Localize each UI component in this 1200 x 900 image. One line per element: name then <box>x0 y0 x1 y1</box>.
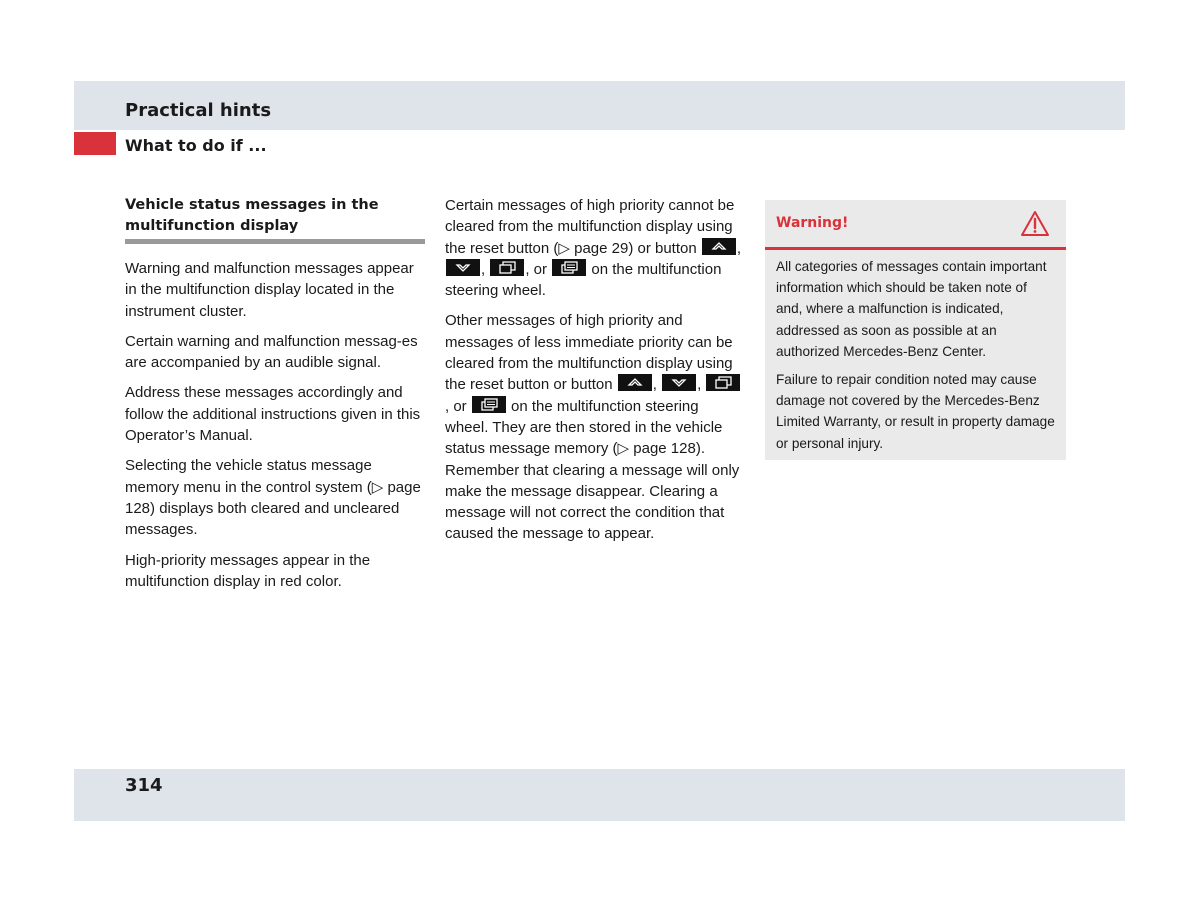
previous-page-button-icon <box>706 374 740 391</box>
warning-box <box>765 200 1066 460</box>
paragraph: Address these messages accordingly and follow the additional instructions given in this Operator’s Manual. <box>125 384 421 445</box>
next-page-button-icon <box>552 259 586 276</box>
paragraph: High-priority messages appear in the multifunction display in red color. <box>125 551 371 590</box>
page-number: 314 <box>125 775 163 796</box>
subsection-title: What to do if ... <box>125 136 267 155</box>
paragraph-text: Certain messages of high priority cannot be cleared from the multifunction display using the reset button (▷ page 29) or button <box>445 197 735 257</box>
section-marker-tab <box>74 132 116 155</box>
paragraph-text: on the multifunction steering wheel. They are then stored in the vehicle status message memory (▷ page 128). Remember that clearing a message will only make the message disappear. Clearing a message will not correct the condition that caused the message to appear. <box>445 397 740 543</box>
paragraph: Other messages of high priority and messages of less immediate priority can be cleared from the multifunction display using the reset button or button , , , or on the multifunction steering wheel. They are then stored in the vehicle status message memory (▷ page 128). Remember that clearing a message will only make the message disappear. Clearing a message will not correct the condition that caused the message to appear. <box>445 312 740 543</box>
paragraph: Selecting the vehicle status message memory menu in the control system (▷ page 128) displays both cleared and uncleared messages. <box>125 457 421 539</box>
column-heading: Vehicle status messages in the multifunction display <box>125 195 425 244</box>
column-2 <box>445 195 745 554</box>
arrow-up-button-icon <box>618 374 652 391</box>
paragraph-text: on the multifunction steering wheel. <box>445 260 722 300</box>
warning-triangle-icon <box>1020 210 1050 241</box>
warning-paragraph: All categories of messages contain important information which should be taken note of and, where a malfunction is indicated, addressed as soon as possible at an authorized Mercedes-Benz Center. <box>776 259 1047 359</box>
next-page-button-icon <box>472 396 506 413</box>
footer-band <box>74 769 1125 821</box>
paragraph: Certain warning and malfunction messag-es are accompanied by an audible signal. <box>125 332 418 372</box>
previous-page-button-icon <box>490 259 524 276</box>
warning-body <box>765 250 1066 454</box>
paragraph: Warning and malfunction messages appear in the multifunction display located in the instrument cluster. <box>125 260 414 320</box>
arrow-down-button-icon <box>662 374 696 391</box>
arrow-down-button-icon <box>446 259 480 276</box>
paragraph: Certain messages of high priority cannot be cleared from the multifunction display using the reset button (▷ page 29) or button , , , or on the multifunction steering wheel. <box>445 197 742 300</box>
column-1 <box>125 195 425 601</box>
warning-header <box>765 200 1066 250</box>
arrow-up-button-icon <box>702 238 736 255</box>
paragraph-text: Other messages of high priority and messages of less immediate priority can be cleared from the multifunction display using the reset button or button <box>445 312 733 394</box>
section-title: Practical hints <box>125 100 272 121</box>
warning-paragraph: Failure to repair condition noted may cause damage not covered by the Mercedes-Benz Limited Warranty, or result in property damage or personal injury. <box>776 372 1055 451</box>
warning-title: Warning! <box>776 215 849 231</box>
